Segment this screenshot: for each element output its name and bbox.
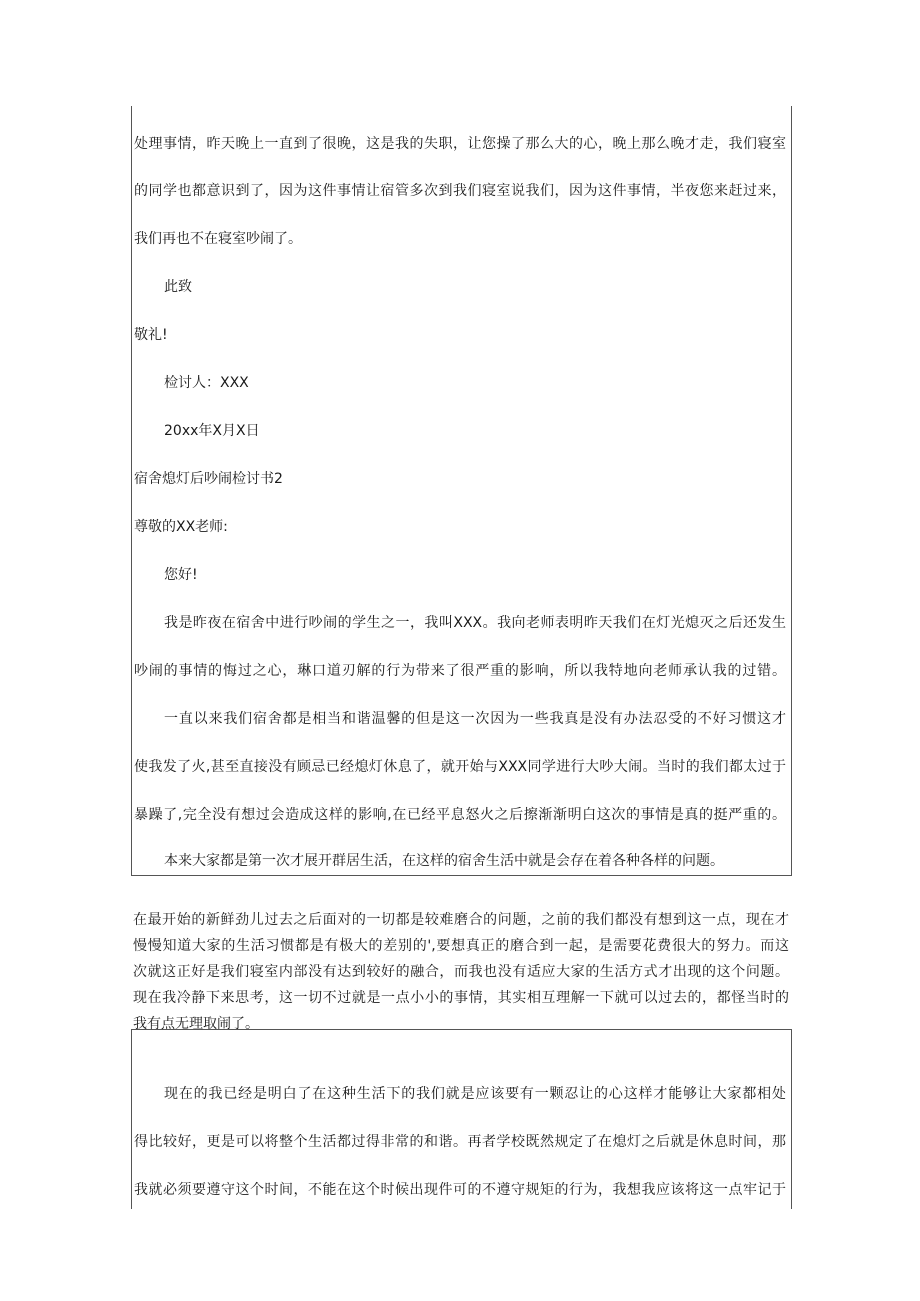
paragraph-line: 吵闹的事情的悔过之心，琳口道刃解的行为带来了很严重的影响，所以我特地向老师承认我的过错。 <box>134 663 786 679</box>
paragraph-line: 本来大家都是第一次才展开群居生活，在这样的宿舍生活中就是会存在着各种各样的问题。 <box>164 853 724 869</box>
paragraph-line: 我就必须要遵守这个时间，不能在这个时候出现件可的不遵守规矩的行为，我想我应该将这一点牢记于 <box>134 1182 786 1198</box>
greeting-recipient: 尊敬的XX老师: <box>134 519 228 535</box>
paragraph-line: 一直以来我们宿舍都是相当和谐温馨的但是这一次因为一些我真是没有办法忍受的不好习惯这才 <box>164 711 786 727</box>
paragraph-line: 得比较好，更是可以将整个生活都过得非常的和谐。再者学校既然规定了在熄灯之后就是休息时间，那 <box>134 1134 786 1150</box>
paragraph-line: 慢慢知道大家的生活习惯都是有极大的差别的',要想真正的磨合到一起，是需要花费很大的努力。而这 <box>133 938 789 954</box>
paragraph-line: 现在的我已经是明白了在这种生活下的我们就是应该要有一颗忍让的心这样才能够让大家都相处 <box>164 1086 786 1102</box>
paragraph-line: 在最开始的新鲜劲儿过去之后面对的一切都是较难磨合的问题，之前的我们都没有想到这一点，现在才 <box>133 912 789 928</box>
closing-salutation: 此致 <box>164 279 192 295</box>
paragraph-line: 我们再也不在寝室吵闹了。 <box>134 231 302 247</box>
greeting-hello: 您好! <box>164 567 198 583</box>
section-title: 宿舍熄灯后吵闹检讨书2 <box>134 471 283 487</box>
paragraph-line: 我有点无理取闹了。 <box>133 1016 259 1032</box>
letter-frame-bottom <box>131 1029 792 1209</box>
paragraph-line: 处理事情，昨天晚上一直到了很晚，这是我的失职，让您操了那么大的心，晚上那么晚才走，我们寝室 <box>134 136 786 152</box>
paragraph-line: 暴躁了,完全没有想过会造成这样的影响,在已经平息怒火之后擦渐渐明白这次的事情是真的挺严重的。 <box>134 807 786 823</box>
signature-name: 检讨人：XXX <box>164 375 249 391</box>
paragraph-line: 使我发了火,甚至直接没有顾忌已经熄灯休息了，就开始与XXX同学进行大吵大闹。当时的我们都太过于 <box>134 759 786 775</box>
letter-frame-top <box>131 106 792 876</box>
signature-date: 20xx年X月X日 <box>164 423 260 439</box>
paragraph-line: 现在我冷静下来思考，这一切不过就是一点小小的事情，其实相互理解一下就可以过去的，都怪当时的 <box>133 990 789 1006</box>
paragraph-line: 的同学也都意识到了，因为这件事情让宿管多次到我们寝室说我们，因为这件事情，半夜您来赶过来， <box>134 183 786 199</box>
paragraph-line: 次就这正好是我们寝室内部没有达到较好的融合，而我也没有适应大家的生活方式才出现的这个问题。 <box>133 964 789 980</box>
paragraph-line: 我是昨夜在宿舍中进行吵闹的学生之一，我叫XXX。我向老师表明昨天我们在灯光熄灭之后还发生 <box>164 615 786 631</box>
closing-regards: 敬礼! <box>134 327 168 343</box>
